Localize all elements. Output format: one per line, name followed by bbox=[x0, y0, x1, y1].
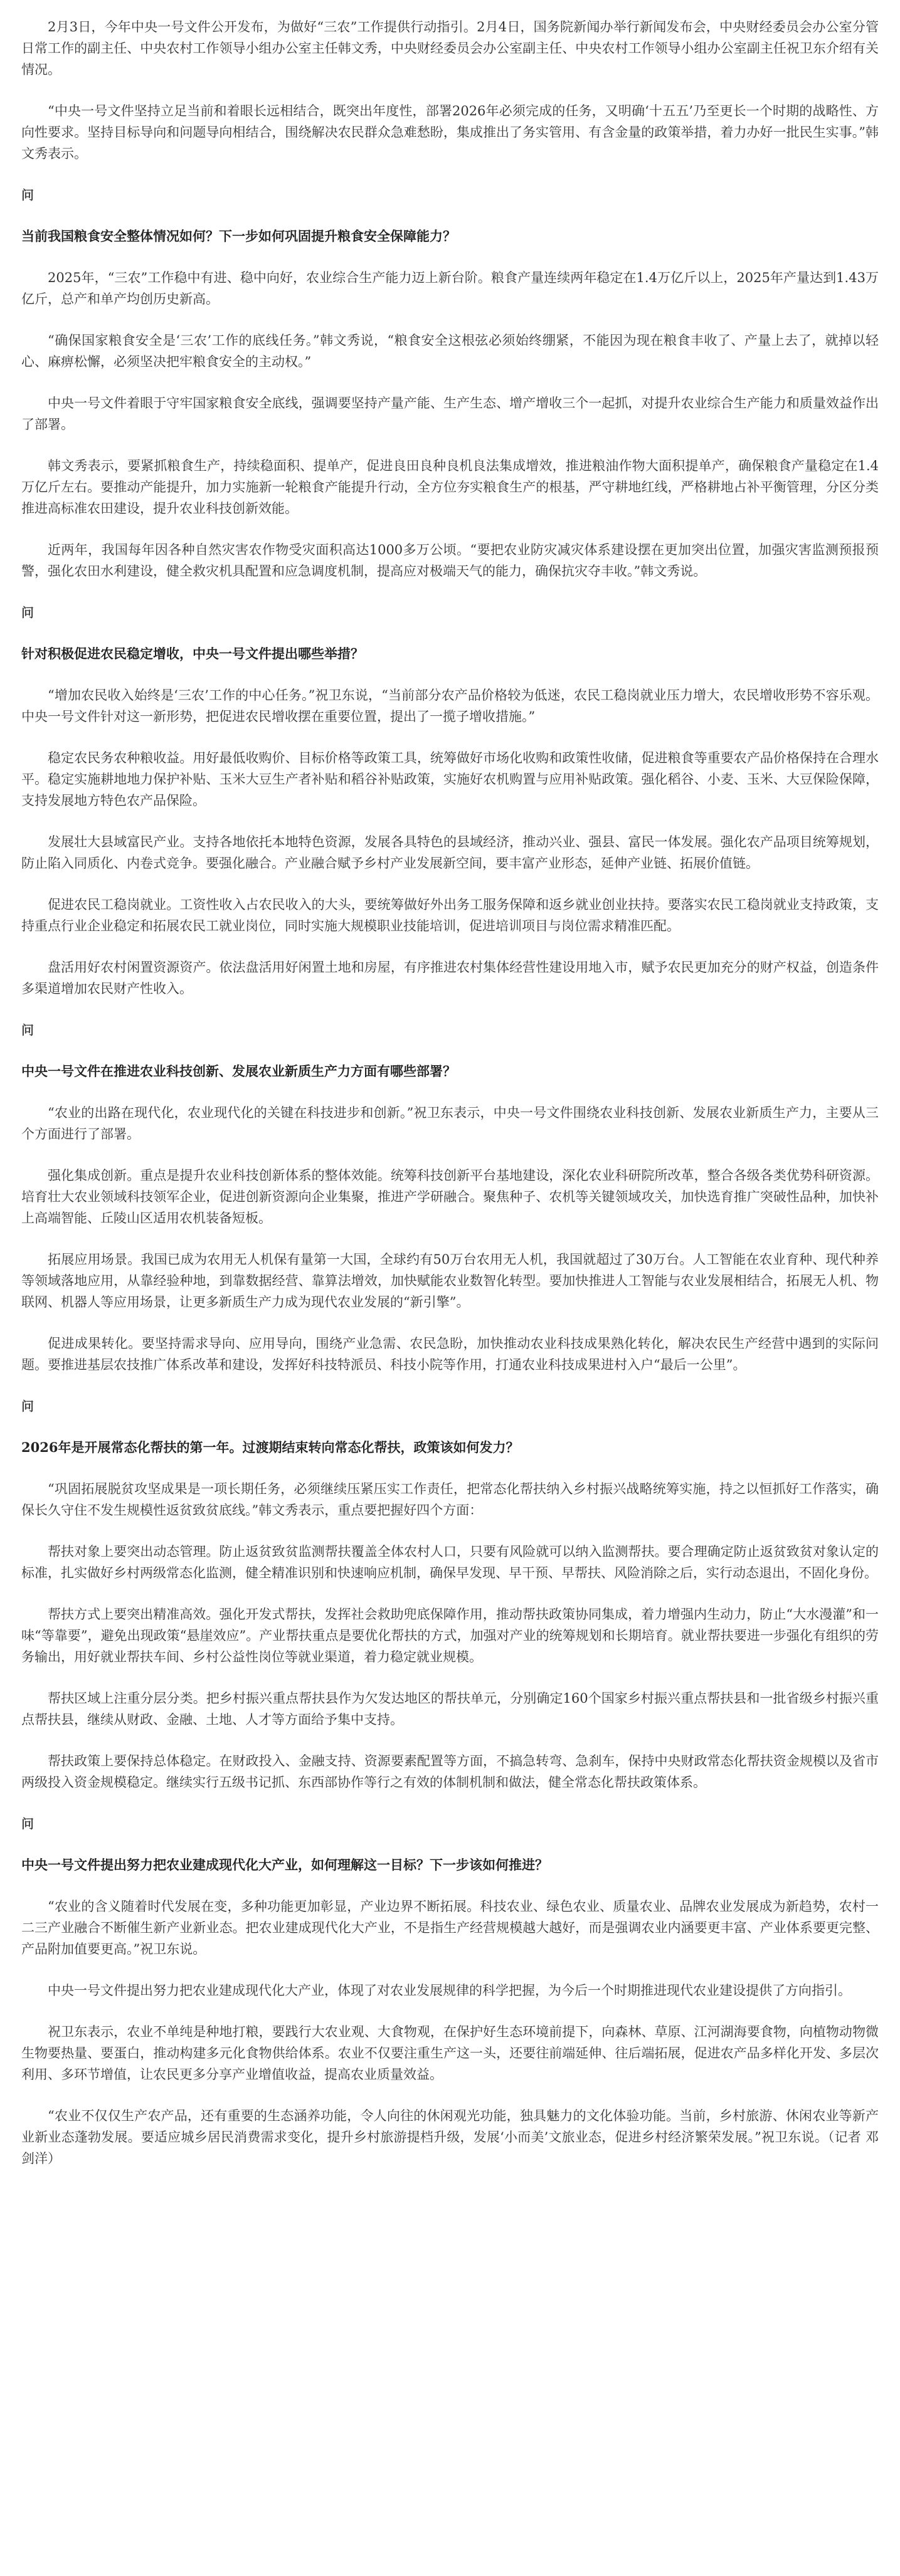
paragraph: 2025年，“三农”工作稳中有进、稳中向好，农业综合生产能力迈上新台阶。粮食产量连续两年稳定在1.4万亿斤以上，2025年产量达到1.43万亿斤，总产和单产均创历史新高。 bbox=[21, 270, 879, 307]
question-heading: 当前我国粮食安全整体情况如何？下一步如何巩固提升粮食安全保障能力？ bbox=[21, 228, 456, 244]
paragraph: “增加农民收入始终是‘三农’工作的中心任务。”祝卫东说，“当前部分农产品价格较为低迷，农民工稳岗就业压力增大，农民增收形势不容乐观。中央一号文件针对这一新形势，把促进农民增收摆在重要位置，提出了一揽子增收措施。” bbox=[21, 688, 879, 724]
question-marker: 问 bbox=[21, 605, 34, 620]
paragraph: 韩文秀表示，要紧抓粮食生产，持续稳面积、提单产，促进良田良种良机良法集成增效，推进粮油作物大面积提单产，确保粮食产量稳定在1.4万亿斤左右。要推动产能提升，加力实施新一轮粮食产能提升行动，全方位夯实粮食生产的根基，严守耕地红线，严格耕地占补平衡管理，分区分类推进高标准农田建设，提升农业科技创新效能。 bbox=[21, 458, 879, 516]
question-marker: 问 bbox=[21, 1399, 34, 1414]
paragraph: “巩固拓展脱贫攻坚成果是一项长期任务，必须继续压紧压实工作责任，把常态化帮扶纳入乡村振兴战略统筹实施，持之以恒抓好工作落实，确保长久守住不发生规模性返贫致贫底线。”韩文秀表示，重点要把握好四个方面： bbox=[21, 1481, 879, 1518]
paragraph: 中央一号文件提出努力把农业建成现代化大产业，体现了对农业发展规律的科学把握，为今后一个时期推进现代农业建设提供了方向指引。 bbox=[48, 1983, 851, 1998]
paragraph: “确保国家粮食安全是‘三农’工作的底线任务。”韩文秀说，“粮食安全这根弦必须始终绷紧，不能因为现在粮食丰收了、产量上去了，就掉以轻心、麻痹松懈，必须坚决把牢粮食安全的主动权。” bbox=[21, 333, 879, 369]
paragraph: 强化集成创新。重点是提升农业科技创新体系的整体效能。统筹科技创新平台基地建设，深化农业科研院所改革，整合各级各类优势科研资源。培育壮大农业领域科技领军企业，促进创新资源向企业集聚，推进产学研融合。聚焦种子、农机等关键领域攻关，加快选育推广突破性品种，加快补上高端智能、丘陵山区适用农机装备短板。 bbox=[21, 1168, 879, 1226]
question-heading: 2026年是开展常态化帮扶的第一年。过渡期结束转向常态化帮扶，政策该如何发力？ bbox=[21, 1439, 519, 1455]
paragraph: “农业的出路在现代化，农业现代化的关键在科技进步和创新。”祝卫东表示，中央一号文件围绕农业科技创新、发展农业新质生产力，主要从三个方面进行了部署。 bbox=[21, 1105, 879, 1142]
question-heading: 中央一号文件提出努力把农业建成现代化大产业，如何理解这一目标？下一步该如何推进？ bbox=[21, 1857, 548, 1873]
paragraph: 促进农民工稳岗就业。工资性收入占农民收入的大头，要统筹做好外出务工服务保障和返乡就业创业扶持。要落实农民工稳岗就业支持政策，支持重点行业企业稳定和拓展农民工就业岗位，同时实施大规模职业技能培训，促进培训项目与岗位需求精准匹配。 bbox=[21, 897, 879, 933]
question-marker: 问 bbox=[21, 1816, 34, 1831]
question-heading: 中央一号文件在推进农业科技创新、发展农业新质生产力方面有哪些部署？ bbox=[21, 1063, 456, 1079]
paragraph: 拓展应用场景。我国已成为农用无人机保有量第一大国，全球约有50万台农用无人机，我国就超过了30万台。人工智能在农业育种、现代种养等领域落地应用，从靠经验种地，到靠数据经营、靠算法增效，加快赋能农业数智化转型。要加快推进人工智能与农业发展相结合，拓展无人机、物联网、机器人等应用场景，让更多新质生产力成为现代农业发展的“新引擎”。 bbox=[21, 1252, 879, 1310]
paragraph: 稳定农民务农种粮收益。用好最低收购价、目标价格等政策工具，统筹做好市场化收购和政策性收储，促进粮食等重要农产品价格保持在合理水平。稳定实施耕地地力保护补贴、玉米大豆生产者补贴和稻谷补贴政策，实施好农机购置与应用补贴政策。强化稻谷、小麦、玉米、大豆保险保障，支持发展地方特色农产品保险。 bbox=[21, 750, 879, 808]
paragraph: 祝卫东表示，农业不单纯是种地打粮，要践行大农业观、大食物观，在保护好生态环境前提下，向森林、草原、江河湖海要食物，向植物动物微生物要热量、要蛋白，推动构建多元化食物供给体系。农业不仅要注重生产这一头，还要往前端延伸、往后端拓展，促进农产品多样化开发、多层次利用、多环节增值，让农民更多分享产业增值收益，提高农业质量效益。 bbox=[21, 2024, 879, 2082]
paragraph: 发展壮大县域富民产业。支持各地依托本地特色资源，发展各具特色的县域经济，推动兴业、强县、富民一体发展。强化农产品项目统筹规划，防止陷入同质化、内卷式竞争。要强化融合。产业融合赋予乡村产业发展新空间，要丰富产业形态，延伸产业链、拓展价值链。 bbox=[21, 834, 879, 871]
paragraph: 帮扶对象上要突出动态管理。防止返贫致贫监测帮扶覆盖全体农村人口，只要有风险就可以纳入监测帮扶。要合理确定防止返贫致贫对象认定的标准，扎实做好乡村两级常态化监测，健全精准识别和快速响应机制，确保早发现、早干预、早帮扶、风险消除之后，实行动态退出，不固化身份。 bbox=[21, 1544, 879, 1580]
question-heading: 针对积极促进农民稳定增收，中央一号文件提出哪些举措？ bbox=[21, 646, 364, 661]
paragraph: 中央一号文件着眼于守牢国家粮食安全底线，强调要坚持产量产能、生产生态、增产增收三个一起抓，对提升农业综合生产能力和质量效益作出了部署。 bbox=[21, 396, 879, 432]
paragraph: 帮扶方式上要突出精准高效。强化开发式帮扶，发挥社会救助兜底保障作用，推动帮扶政策协同集成，着力增强内生动力，防止“大水漫灌”和一味“等靠要”，避免出现政策“悬崖效应”。产业帮扶重点是要优化帮扶的方式，加强对产业的统筹规划和长期培育。就业帮扶要进一步强化有组织的劳务输出，用好就业帮扶车间、乡村公益性岗位等就业渠道，着力稳定就业规模。 bbox=[21, 1607, 879, 1664]
paragraph: 帮扶区域上注重分层分类。把乡村振兴重点帮扶县作为欠发达地区的帮扶单元，分别确定160个国家乡村振兴重点帮扶县和一批省级乡村振兴重点帮扶县，继续从财政、金融、土地、人才等方面给予集中支持。 bbox=[21, 1691, 879, 1727]
paragraph: 促进成果转化。要坚持需求导向、应用导向，围绕产业急需、农民急盼，加快推动农业科技成果熟化转化，解决农民生产经营中遇到的实际问题。要推进基层农技推广体系改革和建设，发挥好科技特派员、科技小院等作用，打通农业科技成果进村入户“最后一公里”。 bbox=[21, 1336, 879, 1372]
paragraph: 近两年，我国每年因各种自然灾害农作物受灾面积高达1000多万公顷。“要把农业防灾减灾体系建设摆在更加突出位置，加强灾害监测预报预警，强化农田水利建设，健全救灾机具配置和应急调度机制，提高应对极端天气的能力，确保抗灾夺丰收。”韩文秀说。 bbox=[21, 542, 879, 579]
paragraph: “中央一号文件坚持立足当前和着眼长远相结合，既突出年度性，部署2026年必须完成的任务，又明确‘十五五’乃至更长一个时期的战略性、方向性要求。坚持目标导向和问题导向相结合，围绕解决农民群众急难愁盼，集成推出了务实管用、有含金量的政策举措，着力办好一批民生实事。”韩文秀表示。 bbox=[21, 103, 879, 161]
paragraph: 帮扶政策上要保持总体稳定。在财政投入、金融支持、资源要素配置等方面，不搞急转弯、急刹车，保持中央财政常态化帮扶资金规模以及省市两级投入资金规模稳定。继续实行五级书记抓、东西部协作等行之有效的体制机制和做法，健全常态化帮扶政策体系。 bbox=[21, 1753, 879, 1790]
question-marker: 问 bbox=[21, 1023, 34, 1038]
paragraph: “农业的含义随着时代发展在变，多种功能更加彰显，产业边界不断拓展。科技农业、绿色农业、质量农业、品牌农业发展成为新趋势，农村一二三产业融合不断催生新产业新业态。把农业建成现代化大产业，不是指生产经营规模越大越好，而是强调农业内涵要更丰富、产业体系要更完整、产品附加值要更高。”祝卫东说。 bbox=[21, 1899, 879, 1957]
paragraph: “农业不仅仅生产农产品，还有重要的生态涵养功能，令人向往的休闲观光功能，独具魅力的文化体验功能。当前，乡村旅游、休闲农业等新产业新业态蓬勃发展。要适应城乡居民消费需求变化，提升乡村旅游提档升级，发展‘小而美’文旅业态，促进乡村经济繁荣发展。”祝卫东说。（记者 邓剑洋） bbox=[21, 2108, 879, 2166]
question-marker: 问 bbox=[21, 187, 34, 202]
paragraph: 2月3日，今年中央一号文件公开发布，为做好“三农”工作提供行动指引。2月4日，国务院新闻办举行新闻发布会，中央财经委员会办公室分管日常工作的副主任、中央农村工作领导小组办公室主任韩文秀，中央财经委员会办公室副主任、中央农村工作领导小组办公室副主任祝卫东介绍有关情况。 bbox=[21, 19, 879, 77]
paragraph: 盘活用好农村闲置资源资产。依法盘活用好闲置土地和房屋，有序推进农村集体经营性建设用地入市，赋予农民更加充分的财产权益，创造条件多渠道增加农民财产性收入。 bbox=[21, 960, 879, 996]
